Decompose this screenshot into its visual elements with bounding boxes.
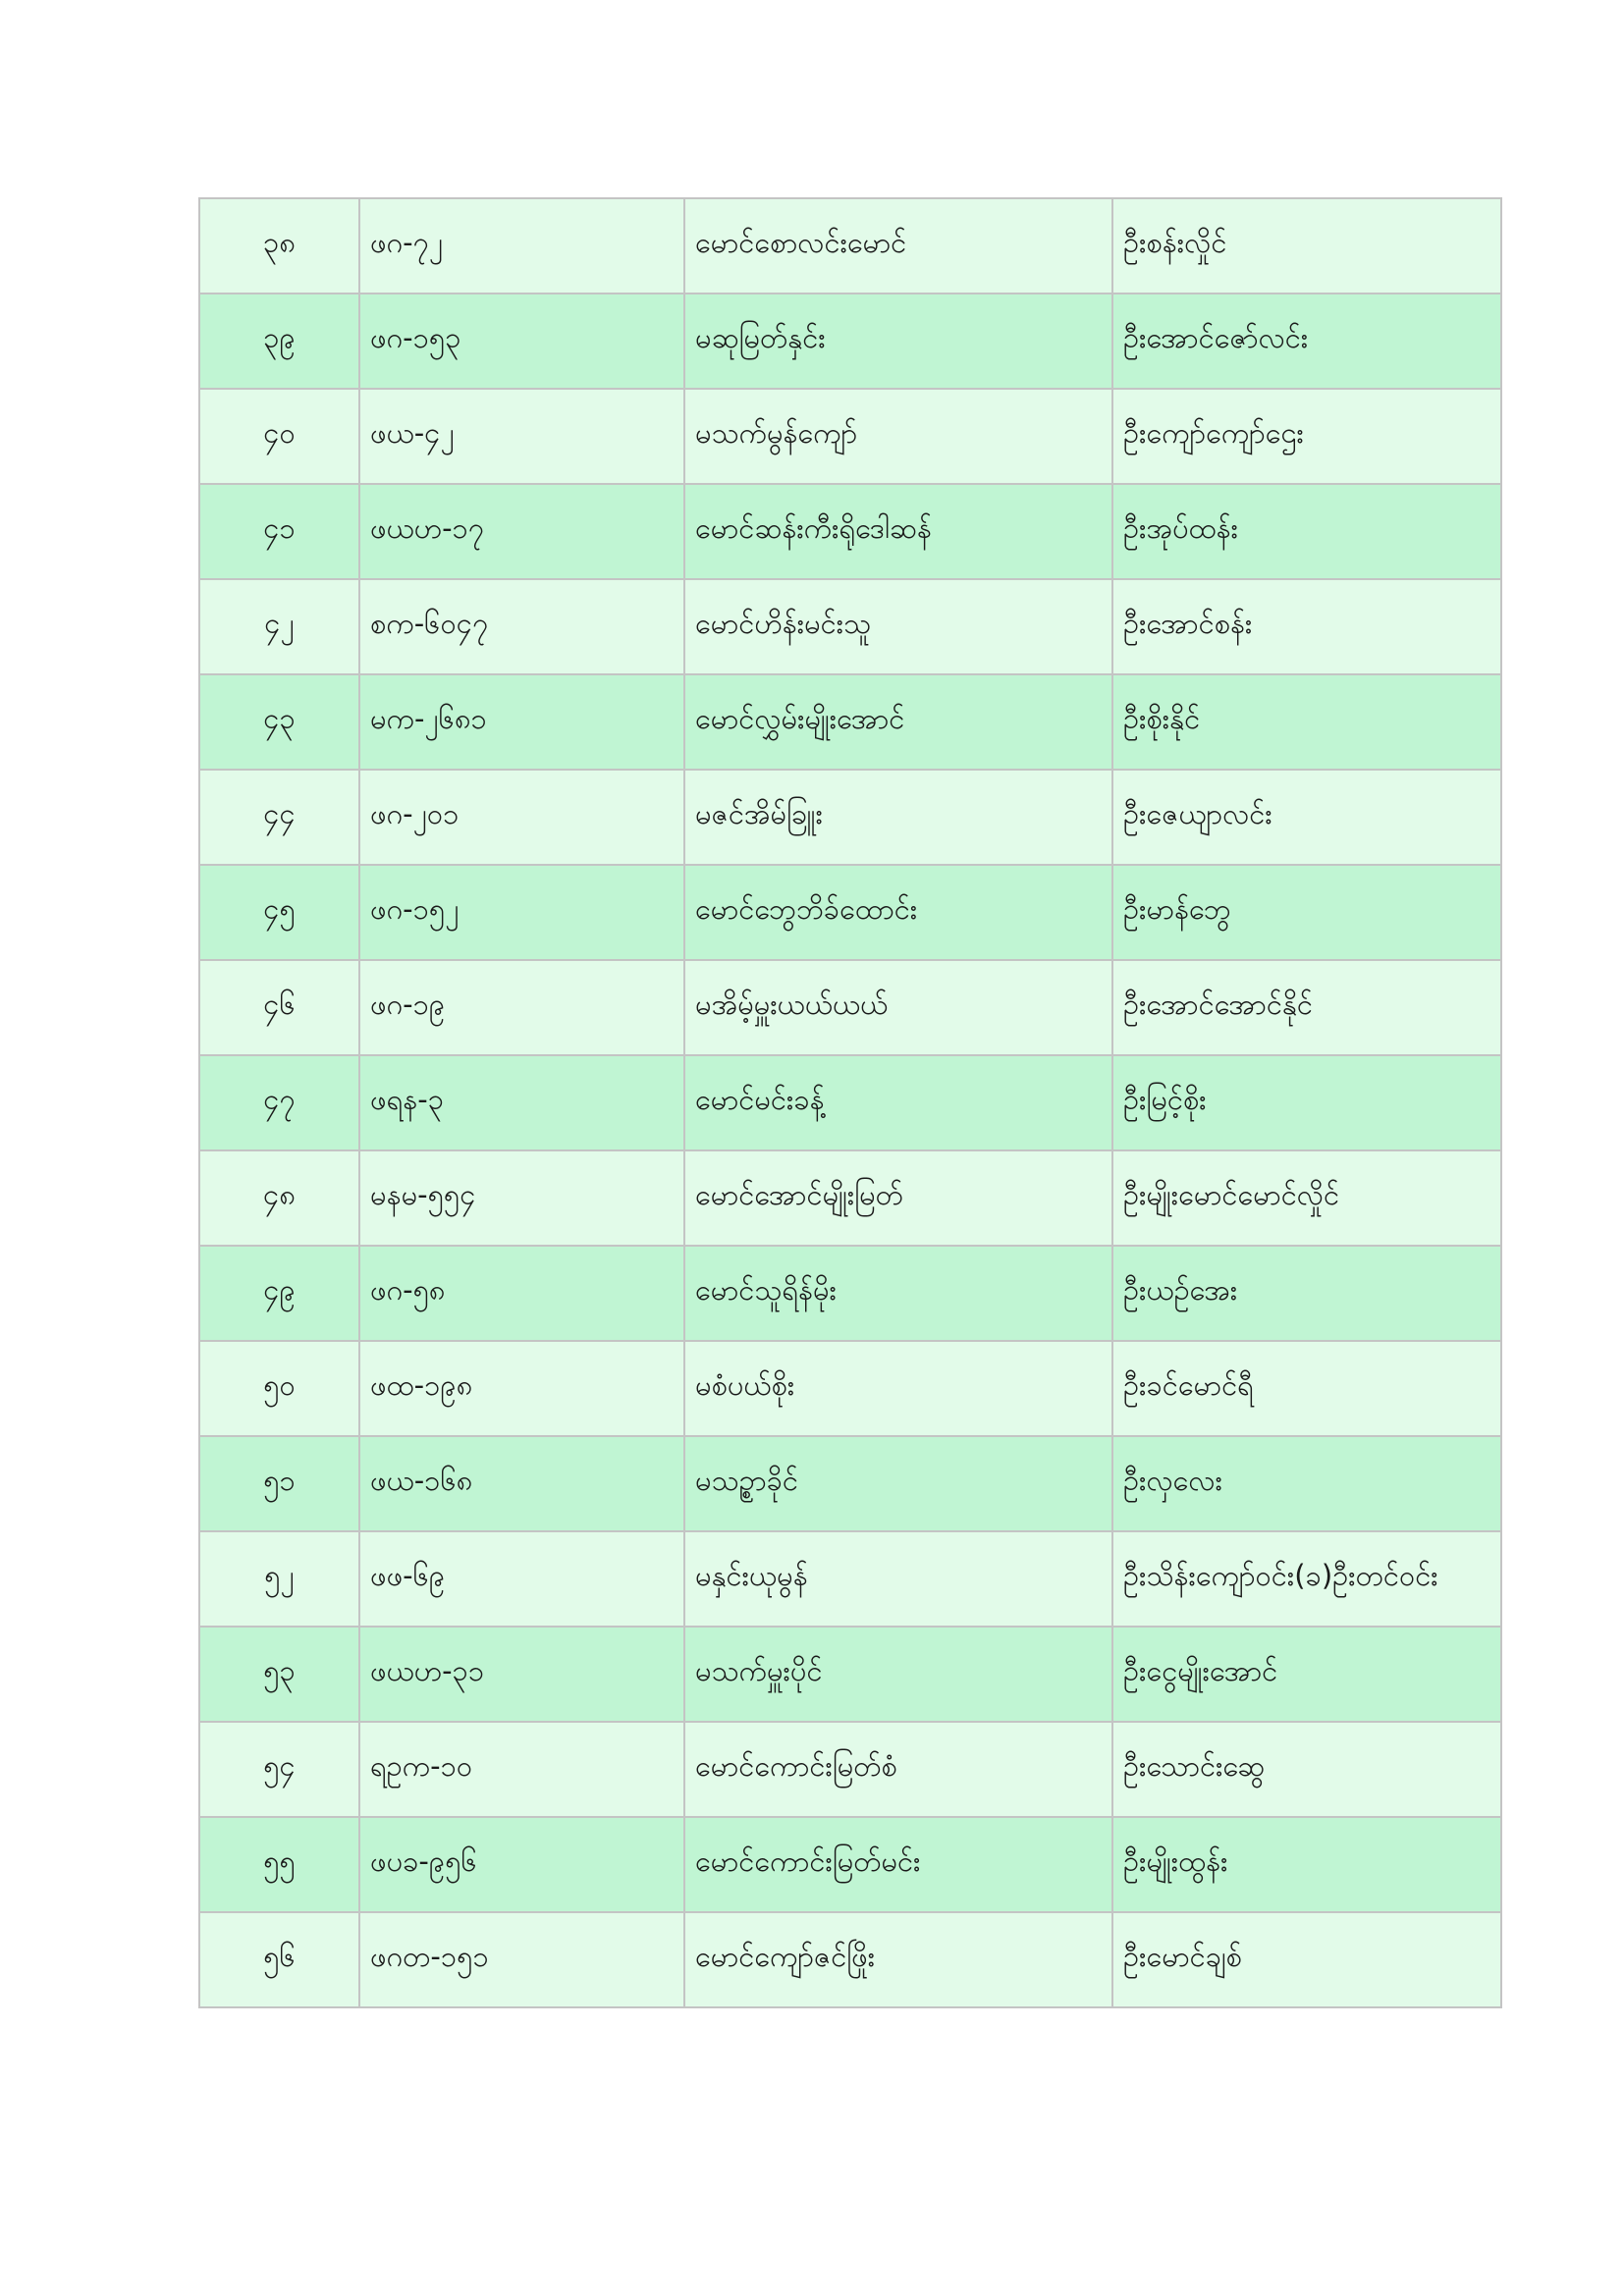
row-number-cell: ၅၅ xyxy=(199,1817,359,1912)
row-number-cell: ၅၂ xyxy=(199,1531,359,1627)
father-name-cell: ဦးသောင်းဆွေ xyxy=(1112,1722,1501,1817)
student-code-cell: စက-၆၀၄၇ xyxy=(359,579,684,674)
father-name-cell: ဦးကျော်ကျော်ဌေး xyxy=(1112,389,1501,484)
student-code-cell: ဖဂ-၁၅၃ xyxy=(359,294,684,389)
student-name-cell: မနှင်းယုမွန် xyxy=(684,1531,1112,1627)
student-name-cell: မဇင်အိမ်ခြူး xyxy=(684,770,1112,865)
student-code-cell: ဖယဟ-၃၁ xyxy=(359,1627,684,1722)
father-name-cell: ဦးမြင့်စိုး xyxy=(1112,1055,1501,1150)
student-name-cell: မောင်လွှမ်းမျိုးအောင် xyxy=(684,674,1112,770)
student-name-cell: မသက်မွန်ကျော် xyxy=(684,389,1112,484)
table-row xyxy=(199,770,1501,865)
father-name-cell: ဦးအောင်ဇော်လင်း xyxy=(1112,294,1501,389)
student-code-cell: ဖဂ-၇၂ xyxy=(359,198,684,294)
father-name-cell: ဦးအုပ်ထန်း xyxy=(1112,484,1501,579)
row-number-cell: ၄၅ xyxy=(199,865,359,960)
row-number-cell: ၄၆ xyxy=(199,960,359,1055)
student-name-cell: မောင်ဘွေဘိခ်ထောင်း xyxy=(684,865,1112,960)
row-number-cell: ၅၀ xyxy=(199,1341,359,1436)
table-row xyxy=(199,1341,1501,1436)
father-name-cell: ဦးလှလေး xyxy=(1112,1436,1501,1531)
row-number-cell: ၄၄ xyxy=(199,770,359,865)
student-code-cell: ဖဂ-၁၅၂ xyxy=(359,865,684,960)
table-row xyxy=(199,1531,1501,1627)
table-row xyxy=(199,1912,1501,2007)
table-row xyxy=(199,294,1501,389)
student-name-cell: မောင်ဟိန်းမင်းသူ xyxy=(684,579,1112,674)
student-code-cell: ဖဂ-၂၀၁ xyxy=(359,770,684,865)
row-number-cell: ၅၆ xyxy=(199,1912,359,2007)
row-number-cell: ၄၉ xyxy=(199,1246,359,1341)
student-name-cell: မောင်ကောင်းမြတ်မင်း xyxy=(684,1817,1112,1912)
table-row xyxy=(199,198,1501,294)
student-code-cell: ဖပခ-၉၅၆ xyxy=(359,1817,684,1912)
father-name-cell: ဦးစိုးနိုင် xyxy=(1112,674,1501,770)
table-row xyxy=(199,865,1501,960)
father-name-cell: ဦးငွေမျိုးအောင် xyxy=(1112,1627,1501,1722)
table-row xyxy=(199,579,1501,674)
table-row xyxy=(199,1817,1501,1912)
father-name-cell: ဦးမျိုးမောင်မောင်လှိုင် xyxy=(1112,1150,1501,1246)
row-number-cell: ၃၉ xyxy=(199,294,359,389)
table-row xyxy=(199,1722,1501,1817)
student-code-cell: မနမ-၅၅၄ xyxy=(359,1150,684,1246)
row-number-cell: ၄၂ xyxy=(199,579,359,674)
father-name-cell: ဦးသိန်းကျော်ဝင်း(ခ)ဦးတင်ဝင်း xyxy=(1112,1531,1501,1627)
row-number-cell: ၅၁ xyxy=(199,1436,359,1531)
student-code-cell: ဖရန-၃ xyxy=(359,1055,684,1150)
father-name-cell: ဦးခင်မောင်ရီ xyxy=(1112,1341,1501,1436)
student-name-cell: မောင်မင်းခန့် xyxy=(684,1055,1112,1150)
student-name-cell: မောင်အောင်မျိုးမြတ် xyxy=(684,1150,1112,1246)
student-code-cell: ဖဂ-၅၈ xyxy=(359,1246,684,1341)
row-number-cell: ၄၁ xyxy=(199,484,359,579)
father-name-cell: ဦးအောင်စန်း xyxy=(1112,579,1501,674)
father-name-cell: ဦးမောင်ချစ် xyxy=(1112,1912,1501,2007)
student-code-cell: ဖယ-၄၂ xyxy=(359,389,684,484)
student-code-cell: ဖဂ-၁၉ xyxy=(359,960,684,1055)
table-row xyxy=(199,484,1501,579)
student-code-cell: ဖယဟ-၁၇ xyxy=(359,484,684,579)
father-name-cell: ဦးအောင်အောင်နိုင် xyxy=(1112,960,1501,1055)
table-row xyxy=(199,1627,1501,1722)
table-row xyxy=(199,960,1501,1055)
student-name-cell: မောင်ကျော်ဇင်ဖြိုး xyxy=(684,1912,1112,2007)
table-row xyxy=(199,1436,1501,1531)
student-name-cell: မောင်စောလင်းမောင် xyxy=(684,198,1112,294)
row-number-cell: ၄၃ xyxy=(199,674,359,770)
row-number-cell: ၄၀ xyxy=(199,389,359,484)
table-row xyxy=(199,1150,1501,1246)
father-name-cell: ဦးစန်းလှိုင် xyxy=(1112,198,1501,294)
father-name-cell: ဦးမျိုးထွန်း xyxy=(1112,1817,1501,1912)
table-row xyxy=(199,1055,1501,1150)
row-number-cell: ၃၈ xyxy=(199,198,359,294)
student-code-cell: မက-၂၆၈၁ xyxy=(359,674,684,770)
student-code-cell: ဖဖ-၆၉ xyxy=(359,1531,684,1627)
father-name-cell: ဦးယဉ်အေး xyxy=(1112,1246,1501,1341)
student-code-cell: ဖထ-၁၉၈ xyxy=(359,1341,684,1436)
row-number-cell: ၅၄ xyxy=(199,1722,359,1817)
row-number-cell: ၄၈ xyxy=(199,1150,359,1246)
student-name-cell: မစံပယ်စိုး xyxy=(684,1341,1112,1436)
student-name-cell: မောင်ဆန်းကီးရိုဒေါဆန် xyxy=(684,484,1112,579)
student-code-cell: ရဥက-၁၀ xyxy=(359,1722,684,1817)
student-code-cell: ဖဂတ-၁၅၁ xyxy=(359,1912,684,2007)
student-name-cell: မသက်မှူးပိုင် xyxy=(684,1627,1112,1722)
table-row xyxy=(199,389,1501,484)
row-number-cell: ၅၃ xyxy=(199,1627,359,1722)
table-row xyxy=(199,1246,1501,1341)
student-name-cell: မအိမ့်မှူးယယ်ယယ် xyxy=(684,960,1112,1055)
roster-body xyxy=(199,198,1501,2007)
father-name-cell: ဦးဇေယျာလင်း xyxy=(1112,770,1501,865)
student-name-cell: မောင်ကောင်းမြတ်စံ xyxy=(684,1722,1112,1817)
student-roster-table xyxy=(198,197,1502,2008)
student-name-cell: မသဥ္စာခိုင် xyxy=(684,1436,1112,1531)
student-name-cell: မဆုမြတ်နှင်း xyxy=(684,294,1112,389)
row-number-cell: ၄၇ xyxy=(199,1055,359,1150)
student-code-cell: ဖယ-၁၆၈ xyxy=(359,1436,684,1531)
father-name-cell: ဦးမာန်ဘွေ xyxy=(1112,865,1501,960)
table-row xyxy=(199,674,1501,770)
student-name-cell: မောင်သူရိန်မိုး xyxy=(684,1246,1112,1341)
